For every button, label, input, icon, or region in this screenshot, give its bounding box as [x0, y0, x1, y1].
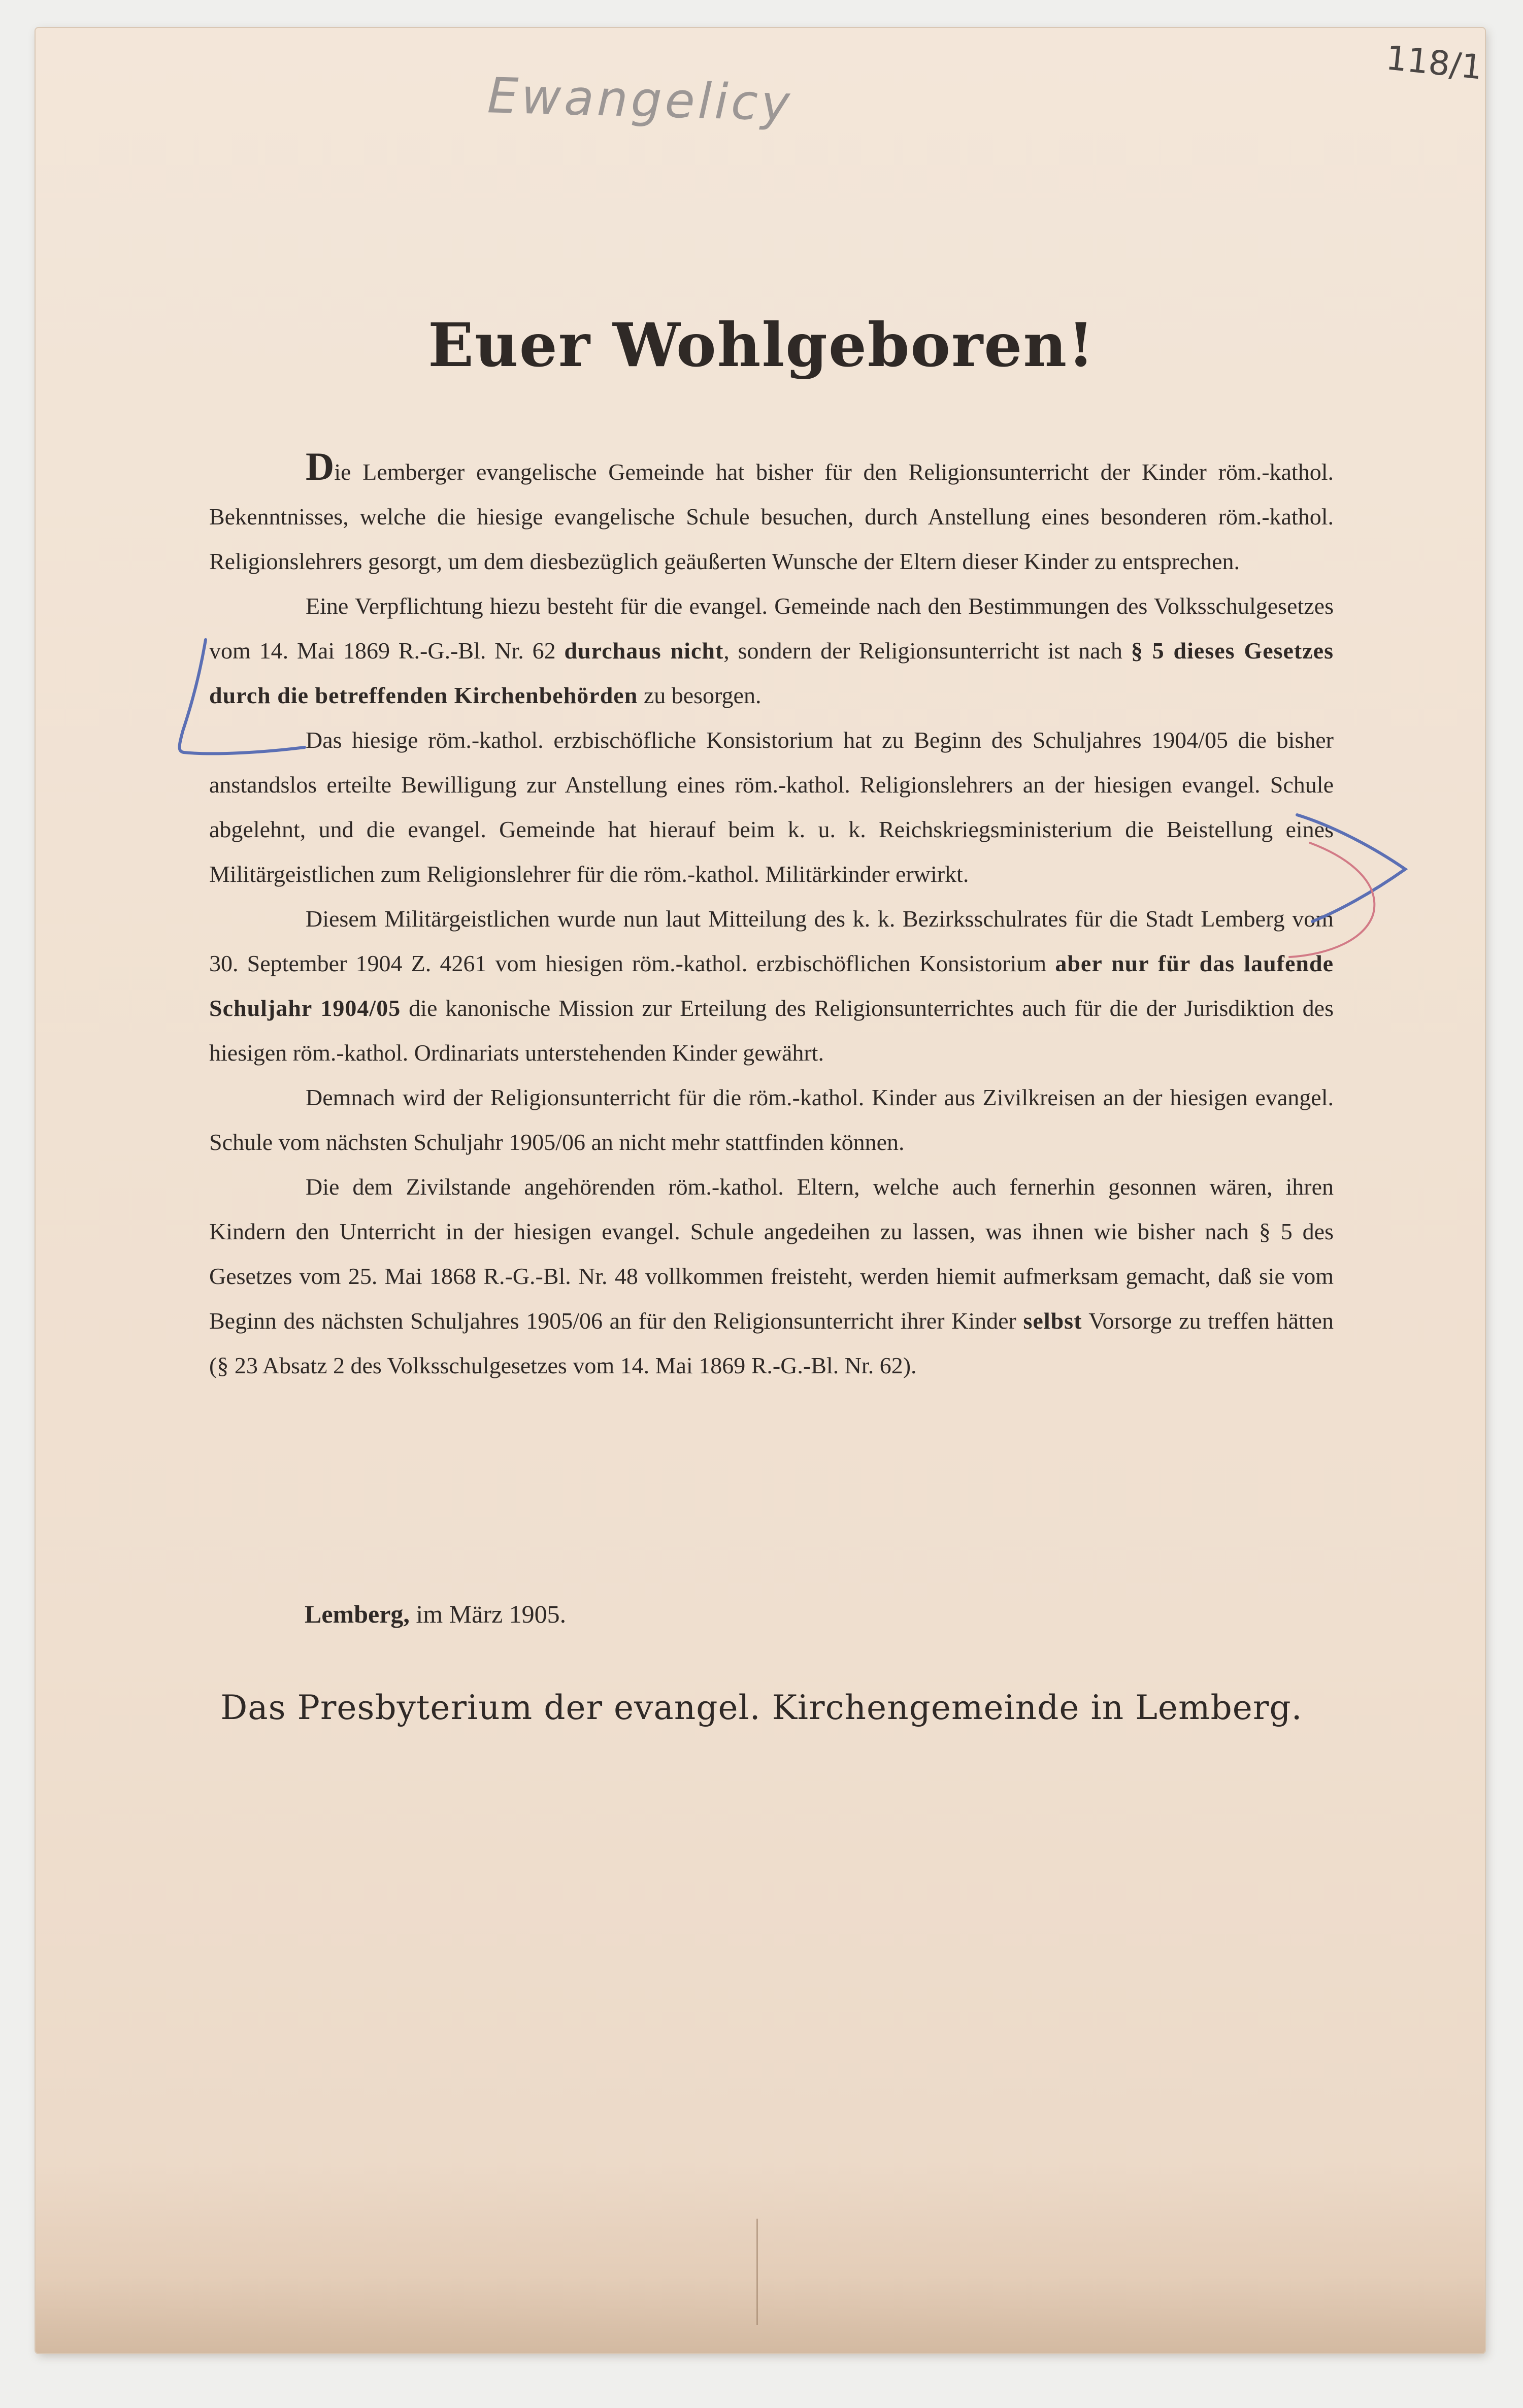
blue-bracket-mark	[180, 640, 305, 753]
dateline-date: im März 1905.	[409, 1600, 567, 1628]
signature-line: Das Presbyterium der evangel. Kirchengemeinde in Lemberg.	[220, 1688, 1303, 1727]
emphasis-text: durchaus nicht	[564, 638, 724, 664]
folio-number: 118/1	[1384, 38, 1484, 87]
emphasis-text: selbst	[1023, 1308, 1082, 1334]
paragraph-text: die kanonische Mission zur Erteilung des Religionsunterrichtes auch für die der Jurisdiktion des hiesigen röm.-kathol. Ordinariats unterstehenden Kinder gewährt.	[209, 995, 1334, 1066]
dateline-place: Lemberg,	[305, 1600, 410, 1628]
emphasis-text: § 5 dieses Gesetzes durch die betreffenden Kirchenbehörden	[209, 638, 1334, 708]
blue-arrow-mark	[1297, 815, 1405, 921]
paragraph-text: Demnach wird der Religionsunterricht für die röm.-kathol. Kinder aus Zivilkreisen an der hiesigen evangel. Schule vom nächsten Schuljahr 1905/06 an nicht mehr stattfinden können.	[209, 1084, 1334, 1155]
salutation-heading: Euer Wohlgeboren!	[428, 310, 1095, 380]
paragraph-text: Die dem Zivilstande angehörenden röm.-kathol. Eltern, welche auch fernerhin gesonnen wären, ihren Kindern den Unterricht in der hiesigen evangel. Schule angedeihen zu lassen, was ihnen wie bisher nach § 5 des Gesetzes vom 25. Mai 1868 R.-G.-Bl. Nr. 48 vollkommen freisteht, werden hiemit aufmerksam gemacht, daß sie vom Beginn des nächsten Schuljahres 1905/06 an für den Religionsunterricht ihrer Kinder	[209, 1174, 1334, 1334]
emphasis-text: aber nur für das laufende Schuljahr 1904/05	[209, 950, 1334, 1021]
paragraph-text: zu besorgen.	[638, 682, 762, 708]
paragraph-text: Die Lemberger evangelische Gemeinde hat bisher für den Religionsunterricht der Kinder röm.-kathol. Bekenntnisses, welche die hiesige evangelische Schule besuchen, durch Anstellung eines besonderen röm.-kathol. Religionslehrers gesorgt, um dem diesbezüglich geäußerten Wunsche der Eltern dieser Kinder zu entsprechen.	[209, 444, 1334, 574]
paragraph-text: Eine Verpflichtung hiezu besteht für die evangel. Gemeinde nach den Bestimmungen des Volksschulgesetzes vom 14. Mai 1869 R.-G.-Bl. Nr. 62	[209, 593, 1334, 664]
paragraph-text: Das hiesige röm.-kathol. erzbischöfliche Konsistorium hat zu Beginn des Schuljahres 1904/05 die bisher anstandslos erteilte Bewilligung zur Anstellung eines röm.-kathol. Religionslehrers an der hiesigen evangel. Schule abgelehnt, und die evangel. Gemeinde hat hierauf beim k. u. k. Reichskriegsministerium die Beistellung eines Militärgeistlichen zum Religionslehrer für die röm.-kathol. Militärkinder erwirkt.	[209, 727, 1334, 887]
handwritten-archive-note: Ewangelicy	[486, 67, 794, 132]
paragraph-text: Diesem Militärgeistlichen wurde nun laut Mitteilung des k. k. Bezirksschulrates für die Stadt Lemberg vom 30. September 1904 Z. 4261 vom hiesigen röm.-kathol. erzbischöflichen Konsistorium	[209, 906, 1334, 976]
paragraph-text: , sondern der Religionsunterricht ist nach	[723, 638, 1131, 664]
red-arc-mark	[1289, 843, 1374, 957]
paragraph-text: Vorsorge zu treffen hätten (§ 23 Absatz 2 des Volksschulgesetzes vom 14. Mai 1869 R.-G.-Bl. Nr. 62).	[209, 1308, 1334, 1378]
